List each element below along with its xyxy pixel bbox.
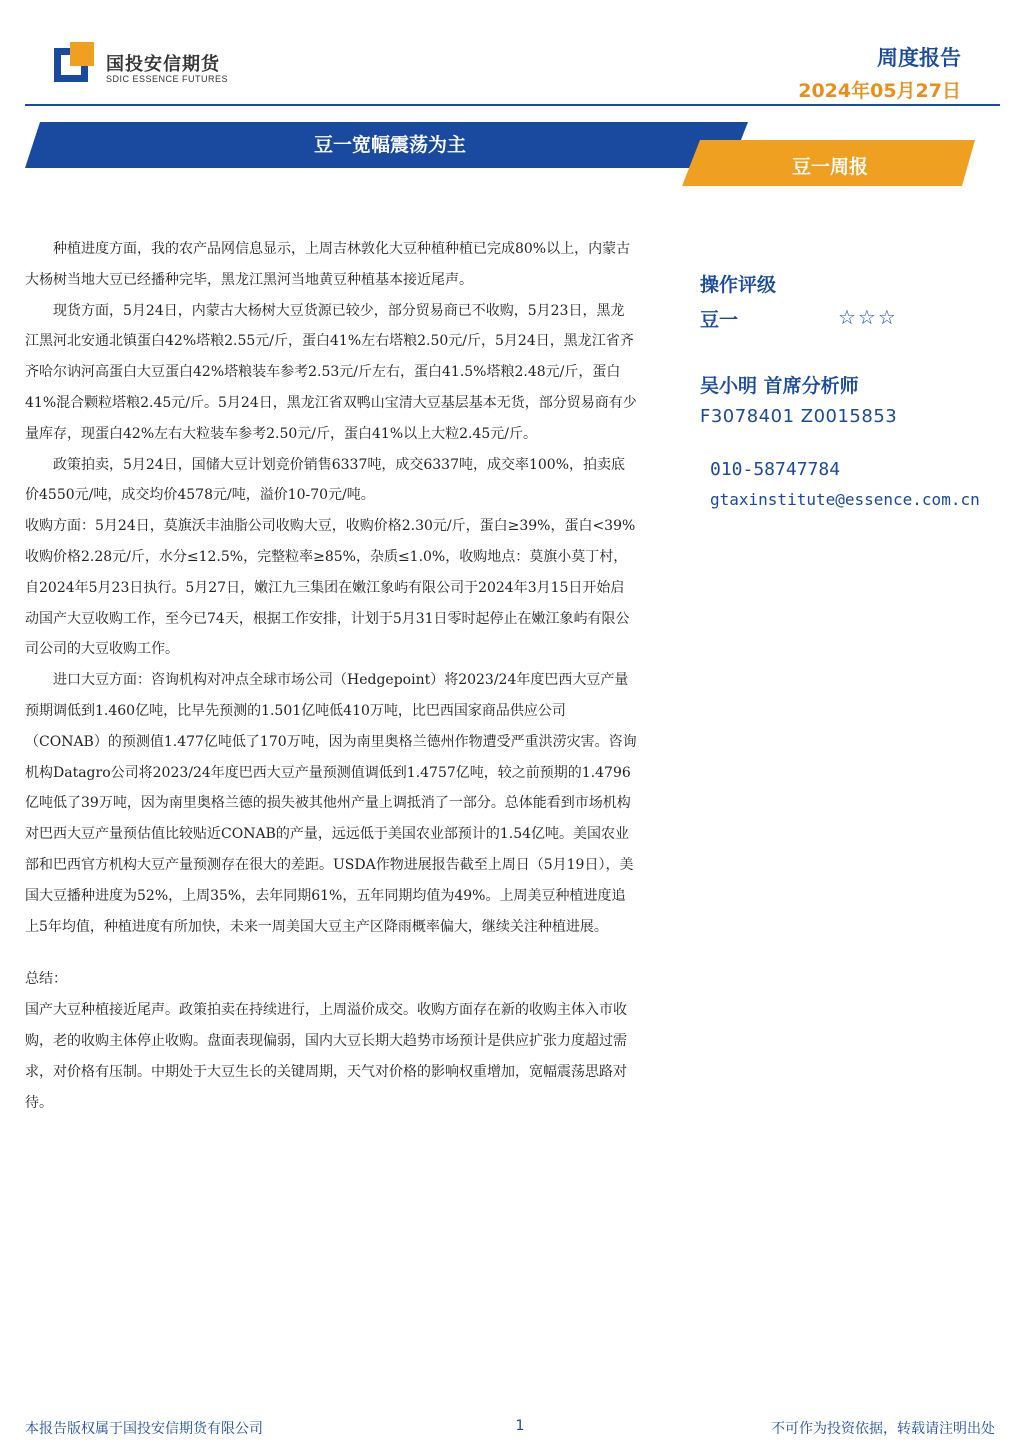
- logo-company-name: 国投安信期货: [106, 54, 220, 75]
- report-type: 周度报告: [877, 46, 961, 70]
- header-divider: [25, 104, 1000, 106]
- company-logo: [54, 42, 244, 88]
- page-number: 1: [515, 1418, 525, 1434]
- paragraph-import: 进口大豆方面：咨询机构对冲点全球市场公司（Hedgepoint）将2023/24年度巴西大豆产量预期调低到1.460亿吨，比早先预测的1.501亿吨低410万吨，比巴西国家商品供应公司（CONAB）的预测值1.477亿吨低了170万吨，因为南里奥格兰德州作物遭受严重洪涝灾害。咨询机构Datagro公司将2023/24年度巴西大豆产量预测值调低到1.4757亿吨，较之前预期的1.4796亿吨低了39万吨，因为南里奥格兰德的损失被其他州产量上调抵消了一部分。总体能看到市场机构对巴西大豆产量预估值比较贴近CONAB的产量，远远低于美国农业部预计的1.54亿吨。美国农业部和巴西官方机构大豆产量预测存在很大的差距。USDA作物进展报告截至上周日（5月19日），美国大豆播种进度为52%，上周35%，去年同期61%，五年同期均值为49%。上周美豆种植进度追上5年均值，种植进度有所加快，未来一周美国大豆主产区降雨概率偏大，继续关注种植进展。: [25, 672, 637, 935]
- footer-copyright: 本报告版权属于国投安信期货有限公司: [25, 1421, 263, 1437]
- rating-row: [700, 305, 1020, 335]
- contact-phone: 010-58747784: [710, 459, 841, 480]
- paragraph-spot: 现货方面，5月24日，内蒙古大杨树大豆货源已较少，部分贸易商已不收购，5月23日，黑龙江黑河北安通北镇蛋白42%塔粮2.55元/斤，蛋白41%左右塔粮2.50元/斤，5月24日，黑龙江省齐齐哈尔讷河高蛋白大豆蛋白42%塔粮装车参考2.53元/斤左右，蛋白41.5%塔粮2.48元/斤，蛋白41%混合颗粒塔粮2.45元/斤。5月24日，黑龙江省双鸭山宝清大豆基层基本无货，部分贸易商有少量库存，现蛋白42%左右大粒装车参考2.50元/斤，蛋白41%以上大粒2.45元/斤。: [25, 302, 637, 442]
- report-date: 2024年05月27日: [798, 80, 961, 102]
- report-title: 豆一宽幅震荡为主: [313, 134, 466, 156]
- star-rating-icon: ☆☆☆: [838, 305, 898, 329]
- paragraph-summary: 国产大豆种植接近尾声。政策拍卖在持续进行，上周溢价成交。收购方面存在新的收购主体入市收购，老的收购主体停止收购。盘面表现偏弱，国内大豆长期大趋势市场预计是供应扩张力度超过需求，对价格有压制。中期处于大豆生长的关键周期，天气对价格的影响权重增加，宽幅震荡思路对待。: [25, 1002, 627, 1111]
- logo-company-name-en: SDIC ESSENCE FUTURES: [106, 74, 229, 84]
- report-body: [25, 234, 637, 1118]
- rating-heading: 操作评级: [700, 274, 777, 296]
- analyst-name: 吴小明 首席分析师: [700, 375, 859, 397]
- paragraph-auction: 政策拍卖，5月24日，国储大豆计划竞价销售6337吨，成交6337吨，成交率100%，拍卖底价4550元/吨，成交均价4578元/吨，溢价10-70元/吨。: [25, 456, 626, 504]
- paragraph-planting: 种植进度方面，我的农产品网信息显示，上周吉林敦化大豆种植种植已完成80%以上，内蒙古大杨树当地大豆已经播种完毕，黑龙江黑河当地黄豆种植基本接近尾声。: [25, 241, 631, 288]
- footer-disclaimer: 不可作为投资依据，转载请注明出处: [771, 1421, 995, 1437]
- paragraph-purchase: 收购方面：5月24日，莫旗沃丰油脂公司收购大豆，收购价格2.30元/斤，蛋白≥39%，蛋白<39%收购价格2.28元/斤，水分≤12.5%，完整粒率≥85%，杂质≤1.0%，收购地点：莫旗小莫丁村，自2024年5月23日执行。5月27日，嫩江九三集团在嫩江象屿有限公司于2024年3月15日开始启动国产大豆收购工作，至今已74天，根据工作安排，计划于5月31日零时起停止在嫩江象屿有限公司公司的大豆收购工作。: [25, 518, 636, 658]
- sidebar: [700, 270, 1020, 509]
- analyst-license: F3078401 Z0015853: [700, 406, 898, 427]
- rating-product: 豆一: [700, 309, 739, 331]
- sdic-logo-icon: [54, 42, 94, 82]
- report-series-label: 豆一周报: [791, 156, 868, 178]
- contact-email[interactable]: gtaxinstitute@essence.com.cn: [710, 490, 980, 509]
- summary-heading: 总结：: [25, 971, 67, 988]
